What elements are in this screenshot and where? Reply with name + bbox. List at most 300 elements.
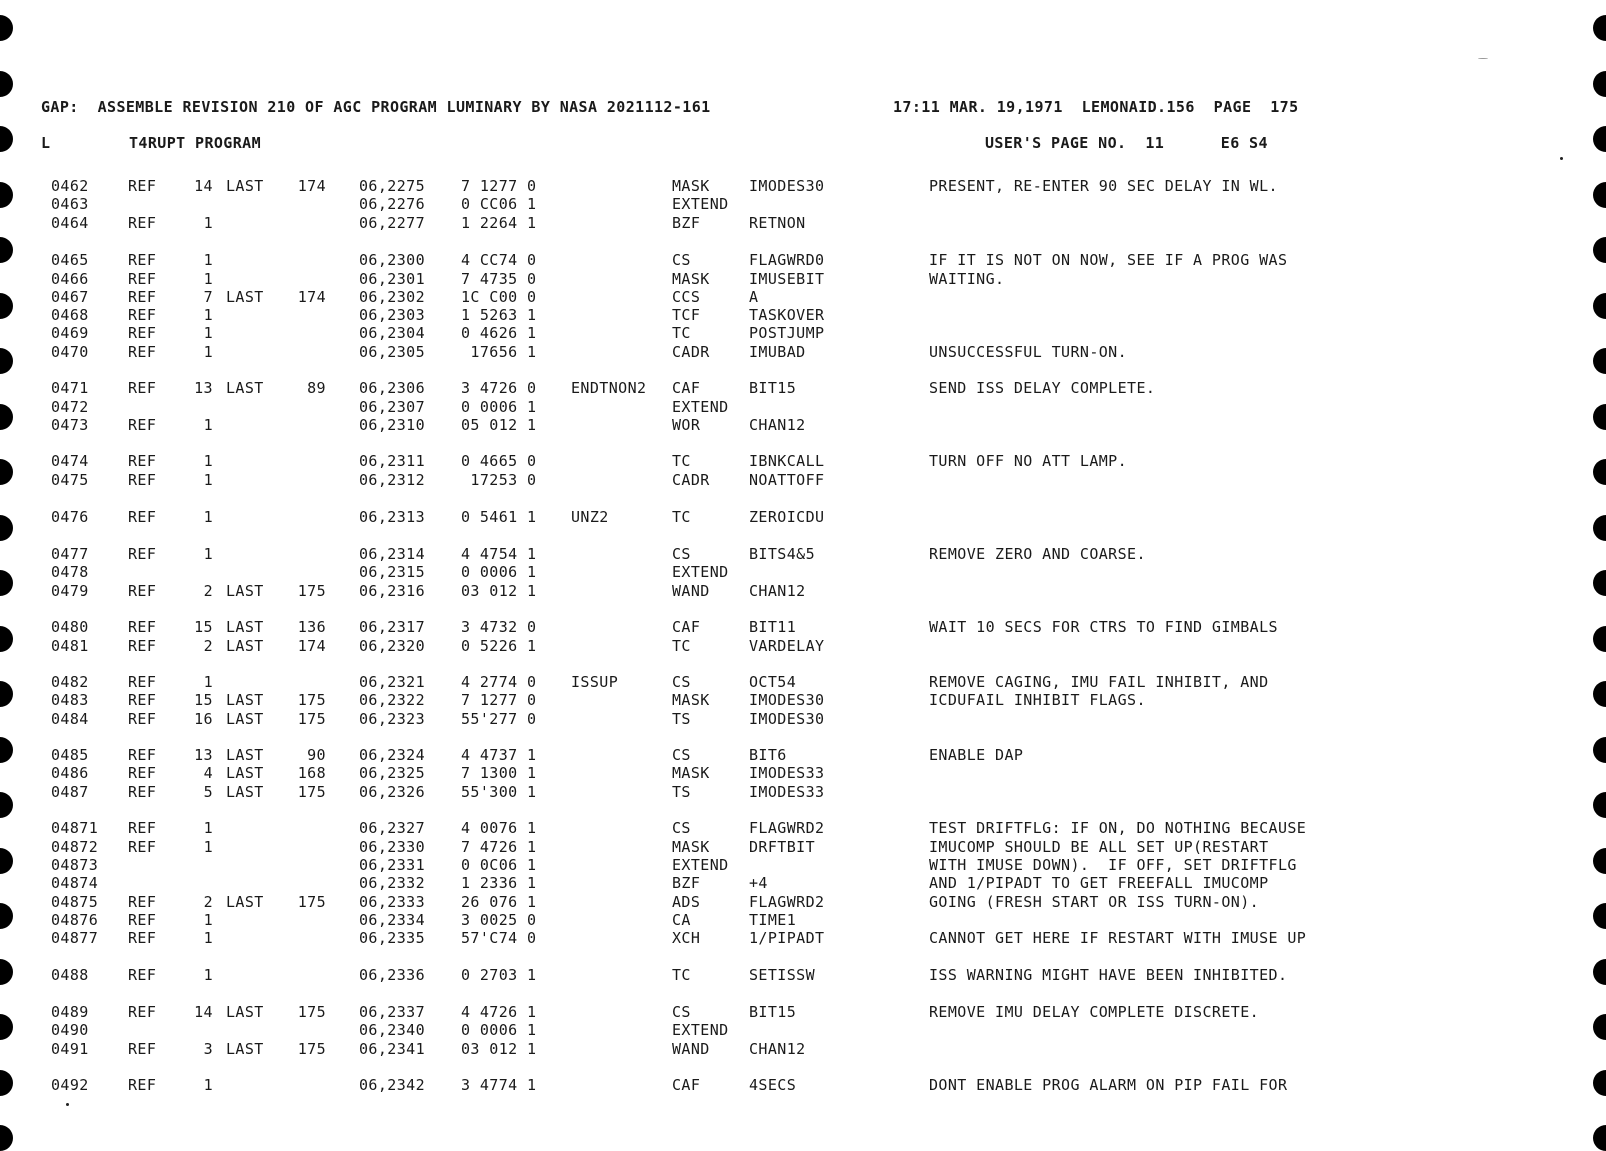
ref-count: 13 <box>194 379 213 397</box>
comment: WAIT 10 SECS FOR CTRS TO FIND GIMBALS <box>929 618 1278 636</box>
ref-count: 1 <box>203 911 213 929</box>
address: 06,2301 <box>359 270 426 288</box>
line-number: 0465 <box>51 251 89 269</box>
last-keyword: LAST <box>226 1003 264 1021</box>
operand: A <box>749 288 759 306</box>
ref-count: 1 <box>203 343 213 361</box>
listing-row <box>0 582 1606 600</box>
octal-code: 0 0006 1 <box>461 1021 537 1039</box>
header-program-title: T4RUPT PROGRAM <box>129 134 262 152</box>
last-page: 174 <box>297 288 326 306</box>
address: 06,2323 <box>359 710 426 728</box>
ref-keyword: REF <box>128 746 157 764</box>
octal-code: 0 0C06 1 <box>461 856 537 874</box>
operand: IMODES30 <box>749 177 825 195</box>
address: 06,2334 <box>359 911 426 929</box>
listing-row <box>0 416 1606 434</box>
ref-count: 1 <box>203 471 213 489</box>
address: 06,2306 <box>359 379 426 397</box>
ref-count: 1 <box>203 838 213 856</box>
address: 06,2303 <box>359 306 426 324</box>
line-number: 0470 <box>51 343 89 361</box>
line-number: 0475 <box>51 471 89 489</box>
opcode: TC <box>672 637 691 655</box>
operand: IMODES33 <box>749 764 825 782</box>
feed-hole <box>0 126 13 152</box>
address: 06,2304 <box>359 324 426 342</box>
last-keyword: LAST <box>226 379 264 397</box>
feed-hole <box>1593 71 1606 97</box>
comment: ENABLE DAP <box>929 746 1024 764</box>
ref-keyword: REF <box>128 838 157 856</box>
operand: +4 <box>749 874 768 892</box>
print-speck <box>1478 58 1488 59</box>
last-page: 175 <box>297 582 326 600</box>
listing-row <box>0 691 1606 709</box>
octal-code: 1 5263 1 <box>461 306 537 324</box>
line-number: 0483 <box>51 691 89 709</box>
operand: RETNON <box>749 214 806 232</box>
listing-row <box>0 452 1606 470</box>
listing-row <box>0 746 1606 764</box>
operand: 1/PIPADT <box>749 929 825 947</box>
listing-row <box>0 251 1606 269</box>
listing-row <box>0 195 1606 213</box>
octal-code: 0 5226 1 <box>461 637 537 655</box>
last-keyword: LAST <box>226 618 264 636</box>
line-number: 04872 <box>51 838 99 856</box>
opcode: TC <box>672 966 691 984</box>
listing-row <box>0 673 1606 691</box>
address: 06,2322 <box>359 691 426 709</box>
comment: IMUCOMP SHOULD BE ALL SET UP(RESTART <box>929 838 1269 856</box>
operand: FLAGWRD2 <box>749 819 825 837</box>
listing-row <box>0 856 1606 874</box>
last-page: 175 <box>297 783 326 801</box>
octal-code: 57'C74 0 <box>461 929 537 947</box>
opcode: EXTEND <box>672 856 729 874</box>
last-keyword: LAST <box>226 177 264 195</box>
comment: SEND ISS DELAY COMPLETE. <box>929 379 1156 397</box>
listing-row <box>0 343 1606 361</box>
octal-code: 4 CC74 0 <box>461 251 537 269</box>
comment: REMOVE IMU DELAY COMPLETE DISCRETE. <box>929 1003 1260 1021</box>
octal-code: 26 076 1 <box>461 893 537 911</box>
operand: TIME1 <box>749 911 797 929</box>
ref-keyword: REF <box>128 288 157 306</box>
ref-count: 2 <box>203 637 213 655</box>
ref-count: 3 <box>203 1040 213 1058</box>
listing-row <box>0 214 1606 232</box>
address: 06,2275 <box>359 177 426 195</box>
address: 06,2341 <box>359 1040 426 1058</box>
octal-code: 0 0006 1 <box>461 563 537 581</box>
listing-row <box>0 874 1606 892</box>
ref-count: 2 <box>203 893 213 911</box>
octal-code: 1C C00 0 <box>461 288 537 306</box>
ref-count: 1 <box>203 545 213 563</box>
line-number: 0462 <box>51 177 89 195</box>
ref-keyword: REF <box>128 710 157 728</box>
address: 06,2316 <box>359 582 426 600</box>
comment: REMOVE CAGING, IMU FAIL INHIBIT, AND <box>929 673 1269 691</box>
address: 06,2311 <box>359 452 426 470</box>
address: 06,2300 <box>359 251 426 269</box>
octal-code: 17253 0 <box>461 471 537 489</box>
comment: TURN OFF NO ATT LAMP. <box>929 452 1128 470</box>
print-speck <box>66 1103 69 1106</box>
feed-hole <box>0 15 13 41</box>
octal-code: 0 2703 1 <box>461 966 537 984</box>
octal-code: 7 1277 0 <box>461 177 537 195</box>
address: 06,2332 <box>359 874 426 892</box>
address: 06,2312 <box>359 471 426 489</box>
symbol-label: UNZ2 <box>571 508 609 526</box>
opcode: CCS <box>672 288 701 306</box>
ref-keyword: REF <box>128 582 157 600</box>
listing-row <box>0 911 1606 929</box>
last-page: 174 <box>297 637 326 655</box>
operand: BITS4&5 <box>749 545 816 563</box>
last-page: 175 <box>297 893 326 911</box>
octal-code: 0 4626 1 <box>461 324 537 342</box>
listing-row <box>0 1003 1606 1021</box>
octal-code: 4 2774 0 <box>461 673 537 691</box>
ref-count: 5 <box>203 783 213 801</box>
ref-keyword: REF <box>128 1040 157 1058</box>
opcode: BZF <box>672 214 701 232</box>
opcode: XCH <box>672 929 701 947</box>
line-number: 0482 <box>51 673 89 691</box>
listing-row <box>0 379 1606 397</box>
listing-row <box>0 288 1606 306</box>
ref-keyword: REF <box>128 379 157 397</box>
header-prefix: L <box>41 134 51 152</box>
listing-row <box>0 783 1606 801</box>
octal-code: 0 5461 1 <box>461 508 537 526</box>
feed-hole <box>1593 126 1606 152</box>
comment: ISS WARNING MIGHT HAVE BEEN INHIBITED. <box>929 966 1288 984</box>
operand: BIT6 <box>749 746 787 764</box>
line-number: 0466 <box>51 270 89 288</box>
last-page: 175 <box>297 1003 326 1021</box>
listing-row <box>0 1021 1606 1039</box>
octal-code: 0 0006 1 <box>461 398 537 416</box>
ref-keyword: REF <box>128 637 157 655</box>
address: 06,2320 <box>359 637 426 655</box>
comment: GOING (FRESH START OR ISS TURN-ON). <box>929 893 1260 911</box>
ref-count: 1 <box>203 270 213 288</box>
operand: BIT11 <box>749 618 797 636</box>
operand: BIT15 <box>749 1003 797 1021</box>
address: 06,2313 <box>359 508 426 526</box>
operand: CHAN12 <box>749 1040 806 1058</box>
line-number: 04871 <box>51 819 99 837</box>
opcode: CS <box>672 545 691 563</box>
address: 06,2277 <box>359 214 426 232</box>
line-number: 0488 <box>51 966 89 984</box>
octal-code: 03 012 1 <box>461 582 537 600</box>
operand: 4SECS <box>749 1076 797 1094</box>
opcode: EXTEND <box>672 1021 729 1039</box>
line-number: 0473 <box>51 416 89 434</box>
listing-row <box>0 306 1606 324</box>
listing-row <box>0 893 1606 911</box>
ref-keyword: REF <box>128 214 157 232</box>
line-number: 0463 <box>51 195 89 213</box>
header-timestamp-page: 17:11 MAR. 19,1971 LEMONAID.156 PAGE 175 <box>893 98 1299 116</box>
operand: POSTJUMP <box>749 324 825 342</box>
line-number: 0490 <box>51 1021 89 1039</box>
operand: IBNKCALL <box>749 452 825 470</box>
ref-count: 1 <box>203 673 213 691</box>
octal-code: 4 4737 1 <box>461 746 537 764</box>
address: 06,2305 <box>359 343 426 361</box>
last-keyword: LAST <box>226 746 264 764</box>
line-number: 0489 <box>51 1003 89 1021</box>
octal-code: 3 4774 1 <box>461 1076 537 1094</box>
operand: VARDELAY <box>749 637 825 655</box>
ref-keyword: REF <box>128 270 157 288</box>
listing-row <box>0 270 1606 288</box>
address: 06,2337 <box>359 1003 426 1021</box>
operand: FLAGWRD0 <box>749 251 825 269</box>
address: 06,2327 <box>359 819 426 837</box>
last-page: 90 <box>307 746 326 764</box>
opcode: TC <box>672 452 691 470</box>
line-number: 0484 <box>51 710 89 728</box>
ref-count: 4 <box>203 764 213 782</box>
ref-keyword: REF <box>128 618 157 636</box>
opcode: CAF <box>672 1076 701 1094</box>
operand: TASKOVER <box>749 306 825 324</box>
ref-count: 1 <box>203 819 213 837</box>
line-number: 0469 <box>51 324 89 342</box>
octal-code: 17656 1 <box>461 343 537 361</box>
ref-keyword: REF <box>128 764 157 782</box>
operand: IMODES33 <box>749 783 825 801</box>
comment: IF IT IS NOT ON NOW, SEE IF A PROG WAS <box>929 251 1288 269</box>
octal-code: 03 012 1 <box>461 1040 537 1058</box>
address: 06,2324 <box>359 746 426 764</box>
listing-row <box>0 471 1606 489</box>
octal-code: 1 2264 1 <box>461 214 537 232</box>
last-keyword: LAST <box>226 637 264 655</box>
line-number: 04873 <box>51 856 99 874</box>
listing-row <box>0 929 1606 947</box>
opcode: CA <box>672 911 691 929</box>
last-keyword: LAST <box>226 1040 264 1058</box>
address: 06,2314 <box>359 545 426 563</box>
octal-code: 7 4726 1 <box>461 838 537 856</box>
listing-row <box>0 819 1606 837</box>
ref-count: 1 <box>203 214 213 232</box>
line-number: 0477 <box>51 545 89 563</box>
line-number: 0492 <box>51 1076 89 1094</box>
last-page: 174 <box>297 177 326 195</box>
opcode: TS <box>672 710 691 728</box>
line-number: 0480 <box>51 618 89 636</box>
ref-keyword: REF <box>128 324 157 342</box>
feed-hole <box>0 1125 13 1151</box>
address: 06,2342 <box>359 1076 426 1094</box>
operand: CHAN12 <box>749 416 806 434</box>
ref-keyword: REF <box>128 1076 157 1094</box>
last-page: 168 <box>297 764 326 782</box>
operand: BIT15 <box>749 379 797 397</box>
last-page: 175 <box>297 710 326 728</box>
opcode: CAF <box>672 379 701 397</box>
opcode: TS <box>672 783 691 801</box>
comment: DONT ENABLE PROG ALARM ON PIP FAIL FOR <box>929 1076 1288 1094</box>
operand: SETISSW <box>749 966 816 984</box>
octal-code: 55'277 0 <box>461 710 537 728</box>
ref-keyword: REF <box>128 673 157 691</box>
ref-keyword: REF <box>128 343 157 361</box>
line-number: 0474 <box>51 452 89 470</box>
line-number: 04875 <box>51 893 99 911</box>
ref-keyword: REF <box>128 177 157 195</box>
ref-count: 1 <box>203 251 213 269</box>
feed-hole <box>0 71 13 97</box>
address: 06,2307 <box>359 398 426 416</box>
opcode: TC <box>672 508 691 526</box>
opcode: CS <box>672 1003 691 1021</box>
opcode: WOR <box>672 416 701 434</box>
operand: ZEROICDU <box>749 508 825 526</box>
listing-row <box>0 1040 1606 1058</box>
line-number: 04876 <box>51 911 99 929</box>
listing-row <box>0 637 1606 655</box>
feed-hole <box>1593 15 1606 41</box>
symbol-label: ENDTNON2 <box>571 379 647 397</box>
ref-count: 1 <box>203 324 213 342</box>
line-number: 04874 <box>51 874 99 892</box>
address: 06,2310 <box>359 416 426 434</box>
opcode: BZF <box>672 874 701 892</box>
opcode: EXTEND <box>672 398 729 416</box>
last-page: 89 <box>307 379 326 397</box>
line-number: 0479 <box>51 582 89 600</box>
ref-keyword: REF <box>128 545 157 563</box>
ref-count: 7 <box>203 288 213 306</box>
listing-row <box>0 710 1606 728</box>
address: 06,2333 <box>359 893 426 911</box>
last-keyword: LAST <box>226 288 264 306</box>
last-page: 136 <box>297 618 326 636</box>
symbol-label: ISSUP <box>571 673 619 691</box>
last-keyword: LAST <box>226 582 264 600</box>
opcode: TC <box>672 324 691 342</box>
line-number: 0486 <box>51 764 89 782</box>
comment: CANNOT GET HERE IF RESTART WITH IMUSE UP <box>929 929 1307 947</box>
operand: IMODES30 <box>749 710 825 728</box>
operand: OCT54 <box>749 673 797 691</box>
octal-code: 3 4732 0 <box>461 618 537 636</box>
address: 06,2330 <box>359 838 426 856</box>
address: 06,2336 <box>359 966 426 984</box>
line-number: 0485 <box>51 746 89 764</box>
address: 06,2321 <box>359 673 426 691</box>
last-keyword: LAST <box>226 764 264 782</box>
line-number: 0487 <box>51 783 89 801</box>
ref-keyword: REF <box>128 1003 157 1021</box>
address: 06,2326 <box>359 783 426 801</box>
opcode: EXTEND <box>672 563 729 581</box>
feed-hole <box>1593 1125 1606 1151</box>
opcode: ADS <box>672 893 701 911</box>
opcode: TCF <box>672 306 701 324</box>
ref-count: 1 <box>203 929 213 947</box>
line-number: 0481 <box>51 637 89 655</box>
ref-count: 1 <box>203 508 213 526</box>
line-number: 0464 <box>51 214 89 232</box>
operand: NOATTOFF <box>749 471 825 489</box>
octal-code: 4 0076 1 <box>461 819 537 837</box>
line-number: 0476 <box>51 508 89 526</box>
ref-count: 1 <box>203 1076 213 1094</box>
octal-code: 05 012 1 <box>461 416 537 434</box>
opcode: CS <box>672 251 691 269</box>
ref-count: 1 <box>203 966 213 984</box>
ref-keyword: REF <box>128 471 157 489</box>
ref-keyword: REF <box>128 691 157 709</box>
print-speck <box>1560 157 1563 160</box>
opcode: MASK <box>672 691 710 709</box>
opcode: CADR <box>672 343 710 361</box>
opcode: CS <box>672 673 691 691</box>
octal-code: 7 4735 0 <box>461 270 537 288</box>
header-user-page: USER'S PAGE NO. 11 E6 S4 <box>985 134 1268 152</box>
address: 06,2335 <box>359 929 426 947</box>
ref-keyword: REF <box>128 452 157 470</box>
ref-count: 16 <box>194 710 213 728</box>
listing-row <box>0 324 1606 342</box>
ref-keyword: REF <box>128 416 157 434</box>
operand: FLAGWRD2 <box>749 893 825 911</box>
listing-row <box>0 508 1606 526</box>
line-number: 0472 <box>51 398 89 416</box>
last-keyword: LAST <box>226 691 264 709</box>
comment: TEST DRIFTFLG: IF ON, DO NOTHING BECAUSE <box>929 819 1307 837</box>
comment: WAITING. <box>929 270 1005 288</box>
listing-row <box>0 966 1606 984</box>
octal-code: 7 1277 0 <box>461 691 537 709</box>
ref-keyword: REF <box>128 306 157 324</box>
line-number: 0467 <box>51 288 89 306</box>
operand: IMUBAD <box>749 343 806 361</box>
line-number: 04877 <box>51 929 99 947</box>
octal-code: 0 CC06 1 <box>461 195 537 213</box>
ref-keyword: REF <box>128 966 157 984</box>
address: 06,2302 <box>359 288 426 306</box>
comment: ICDUFAIL INHIBIT FLAGS. <box>929 691 1146 709</box>
octal-code: 1 2336 1 <box>461 874 537 892</box>
header-assembly-title: GAP: ASSEMBLE REVISION 210 OF AGC PROGRAM LUMINARY BY NASA 2021112-161 <box>41 98 711 116</box>
listing-row <box>0 545 1606 563</box>
octal-code: 4 4726 1 <box>461 1003 537 1021</box>
line-number: 0468 <box>51 306 89 324</box>
ref-count: 15 <box>194 691 213 709</box>
ref-count: 13 <box>194 746 213 764</box>
ref-count: 1 <box>203 452 213 470</box>
last-page: 175 <box>297 691 326 709</box>
address: 06,2276 <box>359 195 426 213</box>
address: 06,2325 <box>359 764 426 782</box>
opcode: CADR <box>672 471 710 489</box>
address: 06,2315 <box>359 563 426 581</box>
ref-count: 1 <box>203 416 213 434</box>
